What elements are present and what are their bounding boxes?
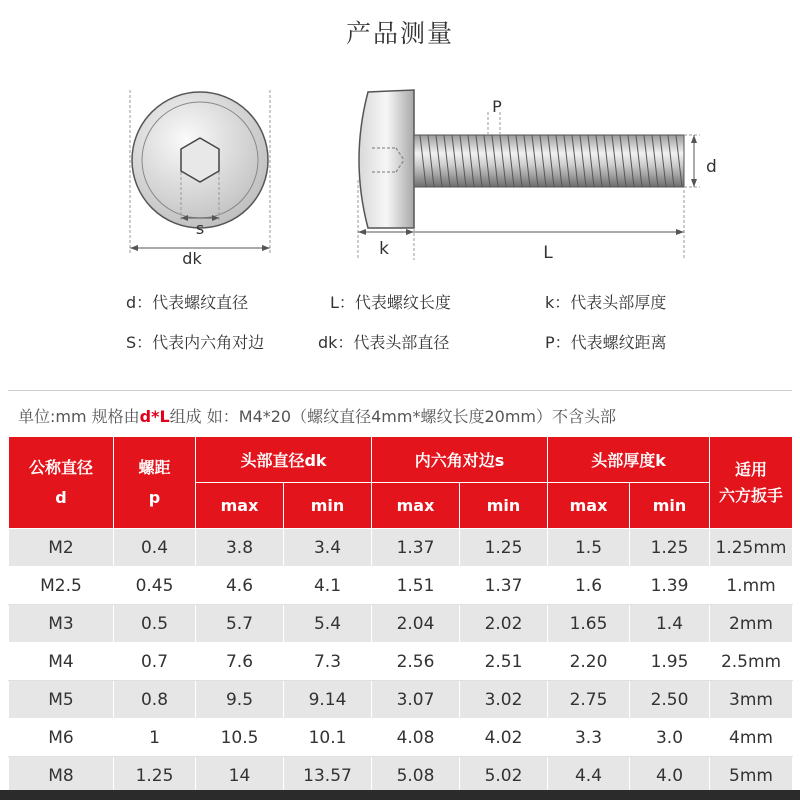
table-cell: 0.7: [114, 643, 196, 681]
table-cell: 2.56: [372, 643, 460, 681]
header-s-max: max: [372, 483, 460, 529]
table-row: [9, 719, 793, 757]
bottom-bar: [0, 790, 800, 800]
table-cell: 14: [196, 757, 284, 795]
spec-table: [8, 436, 793, 795]
divider: [8, 390, 792, 391]
header-s-min: min: [460, 483, 548, 529]
table-row: [9, 605, 793, 643]
table-row: [9, 757, 793, 795]
table-cell: M2.5: [9, 567, 114, 605]
table-cell: 1.39: [630, 567, 710, 605]
label-k: k: [379, 239, 389, 259]
legend-item-d: d：代表螺纹直径: [126, 293, 249, 312]
table-cell: M2: [9, 529, 114, 567]
legend-item-k: k：代表头部厚度: [545, 293, 667, 312]
legend-item-s: S：代表内六角对边: [126, 333, 265, 352]
table-cell: 7.3: [284, 643, 372, 681]
unit-note: [18, 404, 616, 427]
table-cell: 3.02: [460, 681, 548, 719]
unit-note-prefix: 单位:mm 规格由: [18, 407, 140, 426]
table-cell: 1.65: [548, 605, 630, 643]
table-cell: M3: [9, 605, 114, 643]
table-cell: M6: [9, 719, 114, 757]
table-row: [9, 681, 793, 719]
table-row: [9, 529, 793, 567]
table-cell: 2.50: [630, 681, 710, 719]
legend: [0, 280, 800, 370]
table-cell: 0.8: [114, 681, 196, 719]
legend-item-l: L：代表螺纹长度: [330, 293, 451, 312]
table-cell: 1.mm: [710, 567, 793, 605]
table-cell: 1.25: [114, 757, 196, 795]
table-cell: 1.4: [630, 605, 710, 643]
table-cell: 1.51: [372, 567, 460, 605]
table-row: [9, 643, 793, 681]
label-dk: dk: [182, 249, 202, 268]
table-cell: 2mm: [710, 605, 793, 643]
table-cell: 0.4: [114, 529, 196, 567]
header-k-max: max: [548, 483, 630, 529]
table-cell: 1.25: [460, 529, 548, 567]
table-cell: M8: [9, 757, 114, 795]
header-pitch: 螺距 p: [114, 437, 196, 529]
table-cell: 3.0: [630, 719, 710, 757]
table-cell: 3.4: [284, 529, 372, 567]
table-cell: 0.5: [114, 605, 196, 643]
table-cell: 5.4: [284, 605, 372, 643]
page-title: 产品测量: [345, 19, 454, 48]
header-head-diameter: 头部直径dk: [196, 437, 372, 483]
table-cell: 1.95: [630, 643, 710, 681]
table-cell: M5: [9, 681, 114, 719]
table-cell: 1.37: [460, 567, 548, 605]
header-dk-min: min: [284, 483, 372, 529]
table-cell: 1.5: [548, 529, 630, 567]
table-cell: 7.6: [196, 643, 284, 681]
table-cell: 10.1: [284, 719, 372, 757]
legend-item-p: P：代表螺纹距离: [545, 333, 667, 352]
header-head-thickness: 头部厚度k: [548, 437, 710, 483]
table-cell: 2.20: [548, 643, 630, 681]
table-cell: 4.0: [630, 757, 710, 795]
table-cell: 2.02: [460, 605, 548, 643]
table-cell: 2.5mm: [710, 643, 793, 681]
table-cell: M4: [9, 643, 114, 681]
table-cell: 9.14: [284, 681, 372, 719]
header-nominal-diameter: 公称直径 d: [9, 437, 114, 529]
table-cell: 3.8: [196, 529, 284, 567]
table-cell: 2.51: [460, 643, 548, 681]
side-view: [358, 90, 717, 263]
header-dk-max: max: [196, 483, 284, 529]
table-cell: 5mm: [710, 757, 793, 795]
table-cell: 9.5: [196, 681, 284, 719]
table-cell: 5.7: [196, 605, 284, 643]
table-cell: 1: [114, 719, 196, 757]
header-hex-socket: 内六角对边s: [372, 437, 548, 483]
table-cell: 4.6: [196, 567, 284, 605]
table-cell: 1.37: [372, 529, 460, 567]
table-cell: 3mm: [710, 681, 793, 719]
table-cell: 2.04: [372, 605, 460, 643]
table-cell: 1.6: [548, 567, 630, 605]
table-cell: 4.08: [372, 719, 460, 757]
legend-item-dk: dk：代表头部直径: [318, 333, 450, 352]
table-cell: 5.08: [372, 757, 460, 795]
table-cell: 5.02: [460, 757, 548, 795]
table-cell: 2.75: [548, 681, 630, 719]
label-l: L: [543, 243, 553, 263]
table-cell: 0.45: [114, 567, 196, 605]
table-row: [9, 567, 793, 605]
table-cell: 3.07: [372, 681, 460, 719]
table-cell: 4.02: [460, 719, 548, 757]
table-cell: 1.25mm: [710, 529, 793, 567]
table-cell: 4.1: [284, 567, 372, 605]
table-cell: 1.25: [630, 529, 710, 567]
header-k-min: min: [630, 483, 710, 529]
label-d: d: [706, 157, 717, 177]
table-cell: 10.5: [196, 719, 284, 757]
unit-note-highlight: d*L: [139, 407, 170, 426]
screw-diagram: [0, 60, 800, 280]
table-cell: 13.57: [284, 757, 372, 795]
front-view: [130, 90, 270, 268]
header-wrench: 适用 六方扳手: [710, 437, 793, 529]
table-cell: 3.3: [548, 719, 630, 757]
unit-note-suffix: 组成 如：M4*20（螺纹直径4mm*螺纹长度20mm）不含头部: [169, 407, 616, 426]
table-cell: 4.4: [548, 757, 630, 795]
table-cell: 4mm: [710, 719, 793, 757]
label-s: s: [195, 219, 205, 238]
label-p: P: [492, 97, 502, 116]
